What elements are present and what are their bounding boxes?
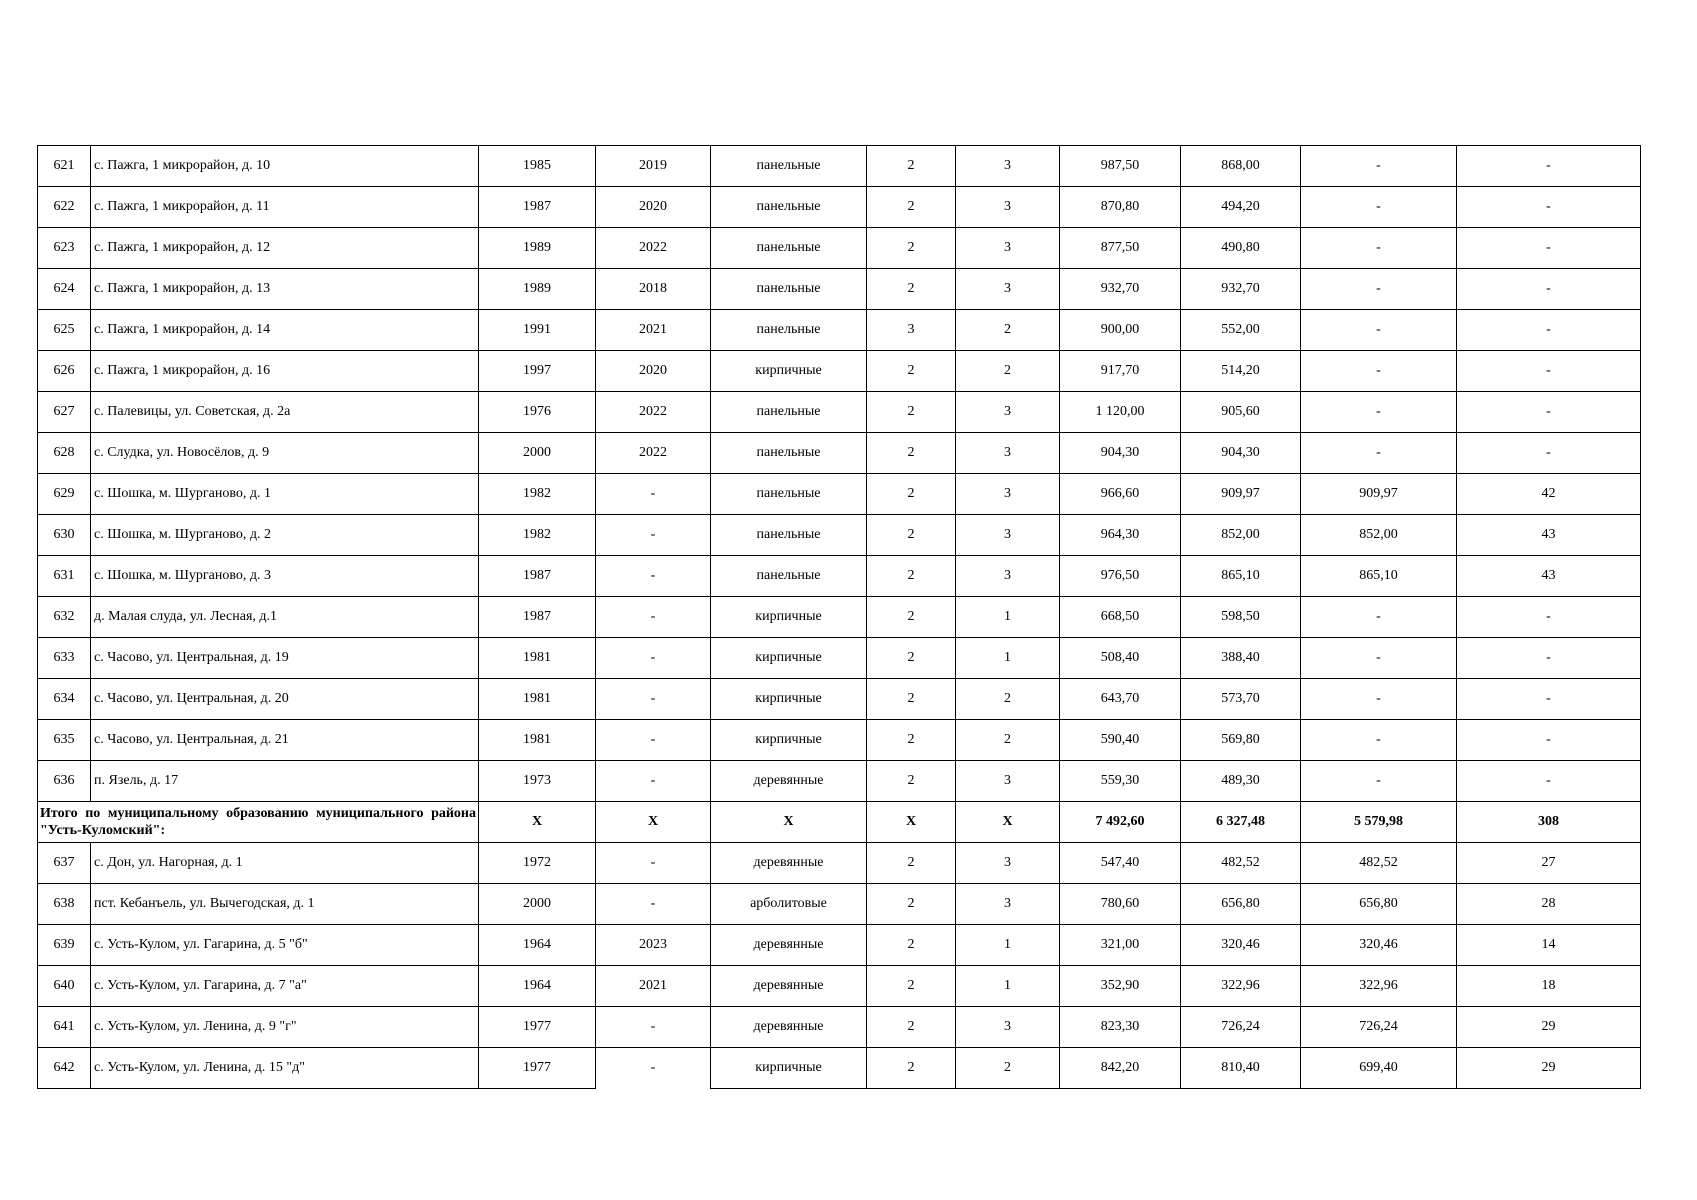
wall-material-cell: панельные (711, 310, 867, 351)
living-area-cell: 865,10 (1181, 556, 1301, 597)
living-area-cell: 904,30 (1181, 433, 1301, 474)
table-row (38, 187, 1641, 228)
wall-material-cell: панельные (711, 433, 867, 474)
address-cell: с. Часово, ул. Центральная, д. 19 (91, 638, 479, 679)
address-cell: с. Часово, ул. Центральная, д. 20 (91, 679, 479, 720)
living-area-cell: 852,00 (1181, 515, 1301, 556)
entrances-cell: 3 (956, 884, 1060, 925)
row-number: 635 (38, 720, 91, 761)
year-built-cell: 1987 (479, 556, 596, 597)
total-area-cell: 508,40 (1060, 638, 1181, 679)
year-built-cell: 1985 (479, 146, 596, 187)
year-built-cell: 1977 (479, 1007, 596, 1048)
year-repair-cell: - (596, 556, 711, 597)
entrances-cell: 3 (956, 556, 1060, 597)
year-built-cell: 1982 (479, 474, 596, 515)
count-cell: - (1457, 351, 1641, 392)
year-repair-cell: - (596, 1007, 711, 1048)
floors-cell: 2 (867, 392, 956, 433)
row-number: 642 (38, 1048, 91, 1089)
table-row (38, 1048, 1641, 1089)
floors-cell: 2 (867, 761, 956, 802)
address-cell: с. Шошка, м. Шурганово, д. 3 (91, 556, 479, 597)
total-area-cell: 932,70 (1060, 269, 1181, 310)
entrances-cell: 2 (956, 679, 1060, 720)
entrances-cell: 3 (956, 187, 1060, 228)
table-row (38, 310, 1641, 351)
floors-cell: 2 (867, 679, 956, 720)
total-area-cell: 966,60 (1060, 474, 1181, 515)
year-built-cell: 1981 (479, 679, 596, 720)
row-number: 636 (38, 761, 91, 802)
year-repair-cell: 2020 (596, 187, 711, 228)
year-built-cell: 1997 (479, 351, 596, 392)
total-area-cell: 904,30 (1060, 433, 1181, 474)
total-label: Итого по муниципальному образованию муниципального района "Усть-Куломский": (38, 802, 479, 843)
area-cell: 909,97 (1301, 474, 1457, 515)
row-number: 639 (38, 925, 91, 966)
year-repair-cell: 2019 (596, 146, 711, 187)
count-cell: 43 (1457, 515, 1641, 556)
total-area-cell: 964,30 (1060, 515, 1181, 556)
year-built-cell: 1981 (479, 638, 596, 679)
area-cell: - (1301, 761, 1457, 802)
row-number: 634 (38, 679, 91, 720)
area-cell: 482,52 (1301, 843, 1457, 884)
wall-material-cell: кирпичные (711, 638, 867, 679)
row-number: 633 (38, 638, 91, 679)
row-number: 621 (38, 146, 91, 187)
living-area-cell: 489,30 (1181, 761, 1301, 802)
wall-material-cell: панельные (711, 146, 867, 187)
living-area-cell: 320,46 (1181, 925, 1301, 966)
year-built-cell: 1964 (479, 925, 596, 966)
entrances-cell: 1 (956, 966, 1060, 1007)
wall-material-cell: кирпичные (711, 720, 867, 761)
count-cell: 43 (1457, 556, 1641, 597)
wall-material-cell: панельные (711, 474, 867, 515)
address-cell: с. Пажга, 1 микрорайон, д. 11 (91, 187, 479, 228)
row-number: 628 (38, 433, 91, 474)
entrances-cell: 3 (956, 269, 1060, 310)
entrances-cell: 3 (956, 433, 1060, 474)
year-repair-cell: 2022 (596, 433, 711, 474)
living-area-cell: 656,80 (1181, 884, 1301, 925)
living-area-cell: 490,80 (1181, 228, 1301, 269)
floors-cell: 2 (867, 187, 956, 228)
year-repair-cell: - (596, 843, 711, 884)
table-row (38, 474, 1641, 515)
total-area-cell: 976,50 (1060, 556, 1181, 597)
floors-cell: 2 (867, 556, 956, 597)
count-cell: - (1457, 146, 1641, 187)
count-cell: - (1457, 597, 1641, 638)
year-built-cell: 2000 (479, 884, 596, 925)
year-built-cell: 1989 (479, 228, 596, 269)
total-area-cell: 823,30 (1060, 1007, 1181, 1048)
total-area-cell: 352,90 (1060, 966, 1181, 1007)
entrances-cell: 3 (956, 146, 1060, 187)
table-row (38, 351, 1641, 392)
area-cell: - (1301, 392, 1457, 433)
wall-material-cell: кирпичные (711, 1048, 867, 1089)
living-area-cell: 494,20 (1181, 187, 1301, 228)
floors-cell: 2 (867, 1007, 956, 1048)
year-built-cell: 1989 (479, 269, 596, 310)
area-cell: - (1301, 310, 1457, 351)
count-cell: 42 (1457, 474, 1641, 515)
area-cell: 699,40 (1301, 1048, 1457, 1089)
living-area-cell: 552,00 (1181, 310, 1301, 351)
count-cell: - (1457, 310, 1641, 351)
floors-cell: 2 (867, 474, 956, 515)
address-cell: с. Пажга, 1 микрорайон, д. 10 (91, 146, 479, 187)
area-cell: - (1301, 597, 1457, 638)
year-built-cell: 1987 (479, 597, 596, 638)
year-repair-cell: 2021 (596, 310, 711, 351)
wall-material-cell: панельные (711, 392, 867, 433)
floors-cell: 2 (867, 925, 956, 966)
year-repair-cell: 2021 (596, 966, 711, 1007)
entrances-cell: 3 (956, 1007, 1060, 1048)
living-area-cell: 573,70 (1181, 679, 1301, 720)
area-cell: 320,46 (1301, 925, 1457, 966)
entrances-cell: 3 (956, 515, 1060, 556)
count-cell: - (1457, 720, 1641, 761)
living-area-cell: 932,70 (1181, 269, 1301, 310)
year-repair-cell: 2022 (596, 392, 711, 433)
address-cell: д. Малая слуда, ул. Лесная, д.1 (91, 597, 479, 638)
table-row (38, 884, 1641, 925)
living-area-cell: 482,52 (1181, 843, 1301, 884)
address-cell: с. Палевицы, ул. Советская, д. 2а (91, 392, 479, 433)
area-cell: 865,10 (1301, 556, 1457, 597)
table-body (38, 146, 1641, 1089)
count-cell: 27 (1457, 843, 1641, 884)
total-area-cell: 590,40 (1060, 720, 1181, 761)
row-number: 623 (38, 228, 91, 269)
count-cell: - (1457, 761, 1641, 802)
living-area-cell: 598,50 (1181, 597, 1301, 638)
wall-material-cell: кирпичные (711, 351, 867, 392)
area-cell: 852,00 (1301, 515, 1457, 556)
row-number: 626 (38, 351, 91, 392)
year-repair-cell: - (596, 679, 711, 720)
area-cell: - (1301, 433, 1457, 474)
total-area-cell: 643,70 (1060, 679, 1181, 720)
year-repair-cell: 2018 (596, 269, 711, 310)
wall-material-cell: арболитовые (711, 884, 867, 925)
living-area-cell: 569,80 (1181, 720, 1301, 761)
total-col11-cell: 308 (1457, 802, 1641, 843)
address-cell: с. Шошка, м. Шурганово, д. 2 (91, 515, 479, 556)
wall-material-cell: панельные (711, 515, 867, 556)
area-cell: - (1301, 351, 1457, 392)
entrances-cell: 3 (956, 392, 1060, 433)
floors-cell: 2 (867, 1048, 956, 1089)
area-cell: - (1301, 269, 1457, 310)
wall-material-cell: панельные (711, 228, 867, 269)
wall-material-cell: панельные (711, 187, 867, 228)
entrances-cell: 1 (956, 597, 1060, 638)
total-entrances-cell: X (956, 802, 1060, 843)
total-floors-cell: X (867, 802, 956, 843)
entrances-cell: 3 (956, 228, 1060, 269)
table-row (38, 925, 1641, 966)
total-area-cell: 870,80 (1060, 187, 1181, 228)
year-repair-cell: - (596, 515, 711, 556)
row-number: 624 (38, 269, 91, 310)
table-row (38, 433, 1641, 474)
entrances-cell: 1 (956, 638, 1060, 679)
floors-cell: 2 (867, 638, 956, 679)
total-area-cell: 987,50 (1060, 146, 1181, 187)
living-area-cell: 514,20 (1181, 351, 1301, 392)
year-repair-cell: - (596, 720, 711, 761)
year-built-cell: 1981 (479, 720, 596, 761)
living-area-cell: 810,40 (1181, 1048, 1301, 1089)
total-area-cell: 842,20 (1060, 1048, 1181, 1089)
address-cell: с. Усть-Кулом, ул. Гагарина, д. 7 "а" (91, 966, 479, 1007)
table-row (38, 638, 1641, 679)
table-row (38, 597, 1641, 638)
count-cell: 29 (1457, 1007, 1641, 1048)
total-area-col10-cell: 5 579,98 (1301, 802, 1457, 843)
address-cell: с. Усть-Кулом, ул. Гагарина, д. 5 "б" (91, 925, 479, 966)
year-built-cell: 1991 (479, 310, 596, 351)
address-cell: с. Шошка, м. Шурганово, д. 1 (91, 474, 479, 515)
floors-cell: 2 (867, 228, 956, 269)
area-cell: - (1301, 187, 1457, 228)
address-cell: с. Слудка, ул. Новосёлов, д. 9 (91, 433, 479, 474)
row-number: 622 (38, 187, 91, 228)
table-row (38, 761, 1641, 802)
table-row (38, 966, 1641, 1007)
total-area-cell: 559,30 (1060, 761, 1181, 802)
row-number: 625 (38, 310, 91, 351)
row-number: 627 (38, 392, 91, 433)
living-area-cell: 726,24 (1181, 1007, 1301, 1048)
entrances-cell: 3 (956, 474, 1060, 515)
year-repair-cell: - (596, 884, 711, 925)
floors-cell: 2 (867, 720, 956, 761)
count-cell: - (1457, 228, 1641, 269)
total-year-repair-cell: X (596, 802, 711, 843)
count-cell: - (1457, 433, 1641, 474)
wall-material-cell: деревянные (711, 1007, 867, 1048)
floors-cell: 2 (867, 843, 956, 884)
year-repair-cell: 2023 (596, 925, 711, 966)
year-built-cell: 2000 (479, 433, 596, 474)
year-repair-cell: - (596, 597, 711, 638)
entrances-cell: 2 (956, 351, 1060, 392)
living-area-cell: 388,40 (1181, 638, 1301, 679)
entrances-cell: 1 (956, 925, 1060, 966)
total-total-area-cell: 7 492,60 (1060, 802, 1181, 843)
row-number: 640 (38, 966, 91, 1007)
wall-material-cell: панельные (711, 269, 867, 310)
count-cell: - (1457, 187, 1641, 228)
row-number: 641 (38, 1007, 91, 1048)
row-number: 631 (38, 556, 91, 597)
row-number: 637 (38, 843, 91, 884)
address-cell: с. Пажга, 1 микрорайон, д. 16 (91, 351, 479, 392)
area-cell: - (1301, 679, 1457, 720)
address-cell: п. Язель, д. 17 (91, 761, 479, 802)
year-repair-cell: - (596, 638, 711, 679)
address-cell: с. Пажга, 1 микрорайон, д. 14 (91, 310, 479, 351)
floors-cell: 2 (867, 966, 956, 1007)
count-cell: - (1457, 269, 1641, 310)
address-cell: с. Усть-Кулом, ул. Ленина, д. 9 "г" (91, 1007, 479, 1048)
area-cell: - (1301, 638, 1457, 679)
total-area-cell: 917,70 (1060, 351, 1181, 392)
living-area-cell: 905,60 (1181, 392, 1301, 433)
total-living-area-cell: 6 327,48 (1181, 802, 1301, 843)
address-cell: с. Дон, ул. Нагорная, д. 1 (91, 843, 479, 884)
year-repair-cell: - (596, 761, 711, 802)
total-area-cell: 1 120,00 (1060, 392, 1181, 433)
year-built-cell: 1982 (479, 515, 596, 556)
total-area-cell: 321,00 (1060, 925, 1181, 966)
wall-material-cell: деревянные (711, 925, 867, 966)
entrances-cell: 3 (956, 761, 1060, 802)
area-cell: 726,24 (1301, 1007, 1457, 1048)
living-area-cell: 909,97 (1181, 474, 1301, 515)
wall-material-cell: кирпичные (711, 597, 867, 638)
table-row (38, 269, 1641, 310)
entrances-cell: 2 (956, 310, 1060, 351)
row-number: 630 (38, 515, 91, 556)
wall-material-cell: деревянные (711, 761, 867, 802)
area-cell: - (1301, 720, 1457, 761)
address-cell: с. Усть-Кулом, ул. Ленина, д. 15 "д" (91, 1048, 479, 1089)
floors-cell: 2 (867, 146, 956, 187)
year-built-cell: 1964 (479, 966, 596, 1007)
year-repair-cell: - (596, 1048, 711, 1089)
area-cell: - (1301, 228, 1457, 269)
address-cell: с. Часово, ул. Центральная, д. 21 (91, 720, 479, 761)
floors-cell: 2 (867, 269, 956, 310)
floors-cell: 2 (867, 433, 956, 474)
total-area-cell: 780,60 (1060, 884, 1181, 925)
table-row (38, 720, 1641, 761)
total-area-cell: 877,50 (1060, 228, 1181, 269)
entrances-cell: 2 (956, 1048, 1060, 1089)
total-wall-material-cell: X (711, 802, 867, 843)
entrances-cell: 2 (956, 720, 1060, 761)
year-built-cell: 1977 (479, 1048, 596, 1089)
table-row (38, 556, 1641, 597)
floors-cell: 3 (867, 310, 956, 351)
table-row (38, 392, 1641, 433)
row-number: 638 (38, 884, 91, 925)
row-number: 632 (38, 597, 91, 638)
table-row (38, 679, 1641, 720)
year-built-cell: 1973 (479, 761, 596, 802)
wall-material-cell: деревянные (711, 843, 867, 884)
floors-cell: 2 (867, 597, 956, 638)
entrances-cell: 3 (956, 843, 1060, 884)
area-cell: 656,80 (1301, 884, 1457, 925)
table-row (38, 1007, 1641, 1048)
area-cell: 322,96 (1301, 966, 1457, 1007)
year-built-cell: 1972 (479, 843, 596, 884)
table-row (38, 515, 1641, 556)
total-year-built-cell: X (479, 802, 596, 843)
floors-cell: 2 (867, 515, 956, 556)
count-cell: - (1457, 638, 1641, 679)
count-cell: 29 (1457, 1048, 1641, 1089)
address-cell: с. Пажга, 1 микрорайон, д. 12 (91, 228, 479, 269)
total-area-cell: 668,50 (1060, 597, 1181, 638)
living-area-cell: 322,96 (1181, 966, 1301, 1007)
count-cell: 28 (1457, 884, 1641, 925)
table-row (38, 843, 1641, 884)
total-area-cell: 547,40 (1060, 843, 1181, 884)
area-cell: - (1301, 146, 1457, 187)
floors-cell: 2 (867, 351, 956, 392)
table-row (38, 228, 1641, 269)
floors-cell: 2 (867, 884, 956, 925)
count-cell: 14 (1457, 925, 1641, 966)
total-row (38, 802, 1641, 843)
year-built-cell: 1976 (479, 392, 596, 433)
year-repair-cell: 2020 (596, 351, 711, 392)
wall-material-cell: деревянные (711, 966, 867, 1007)
address-cell: с. Пажга, 1 микрорайон, д. 13 (91, 269, 479, 310)
total-area-cell: 900,00 (1060, 310, 1181, 351)
wall-material-cell: кирпичные (711, 679, 867, 720)
year-repair-cell: 2022 (596, 228, 711, 269)
year-built-cell: 1987 (479, 187, 596, 228)
table-row (38, 146, 1641, 187)
living-area-cell: 868,00 (1181, 146, 1301, 187)
year-repair-cell: - (596, 474, 711, 515)
count-cell: 18 (1457, 966, 1641, 1007)
count-cell: - (1457, 679, 1641, 720)
wall-material-cell: панельные (711, 556, 867, 597)
address-cell: пст. Кебанъель, ул. Вычегодская, д. 1 (91, 884, 479, 925)
housing-registry-table (37, 145, 1641, 1089)
count-cell: - (1457, 392, 1641, 433)
row-number: 629 (38, 474, 91, 515)
